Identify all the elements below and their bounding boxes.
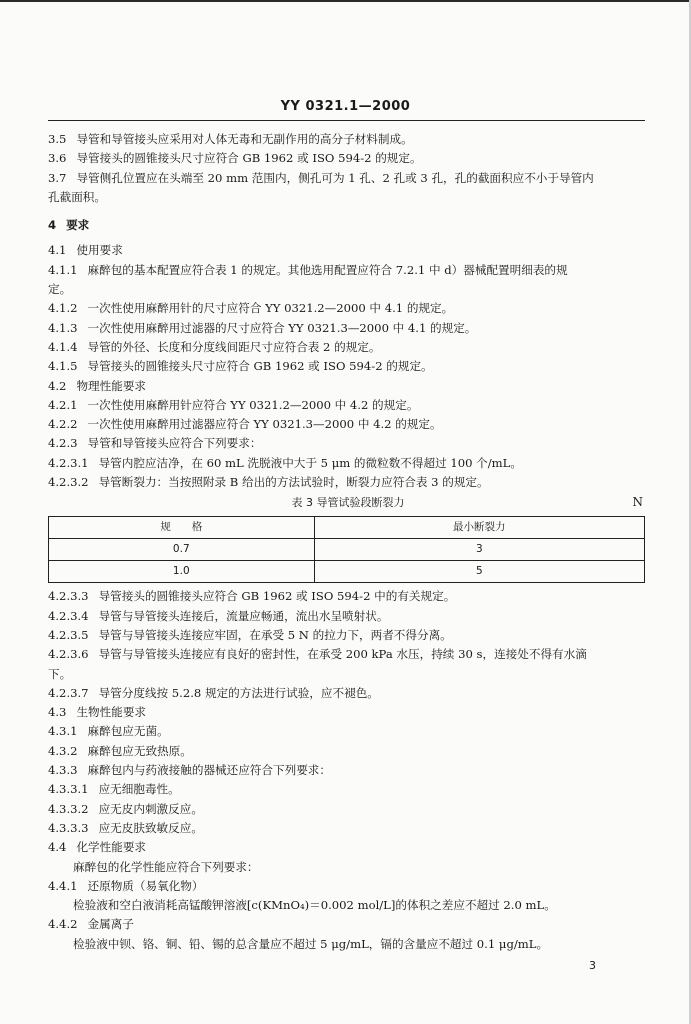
clause-4-2-3-2: [48, 473, 648, 492]
clause-text: 导管内腔应洁净，在 60 mL 洗脱液中大于 5 μm 的微粒数不得超过 100 个/mL。: [98, 455, 522, 470]
clause-text: 一次性使用麻醉用针的尺寸应符合 YY 0321.2—2000 中 4.1 的规定。: [87, 301, 454, 316]
clause-4-2-3: [48, 434, 648, 453]
clause-text: 麻醉包内与药液接触的器械还应符合下列要求：: [87, 763, 331, 778]
clause-3-7-continuation: 孔截面积。: [48, 189, 106, 204]
clause-4-4-1: [48, 877, 648, 896]
clause-4-2-3-5: [48, 626, 648, 645]
clause-text: 导管接头的圆锥接头尺寸应符合 GB 1962 或 ISO 594-2 的规定。: [76, 151, 422, 166]
clause-4-2-2: [48, 415, 648, 434]
running-header: YY 0321.1—2000: [280, 99, 411, 114]
clause-number: 4.2.3.3: [48, 589, 89, 604]
clause-number: 4.3.3.3: [48, 820, 89, 835]
clause-4-2-3-1: [48, 454, 648, 473]
table-row: [49, 561, 645, 583]
clause-number: 4.3.3: [48, 763, 78, 778]
clause-text: 导管断裂力：当按照附录 B 给出的方法试验时，断裂力应符合表 3 的规定。: [98, 475, 489, 490]
clause-4-2-3-6: [48, 645, 648, 664]
clause-number: 4.1.1: [48, 262, 78, 277]
clause-4-1-2: [48, 299, 648, 318]
clause-number: 4.4: [48, 840, 67, 855]
table-row: [49, 539, 645, 561]
table-cell-spec: 1.0: [49, 561, 315, 583]
clause-4-3-3-2: [48, 800, 648, 819]
clause-text: 应无皮内刺激反应。: [98, 801, 203, 816]
clause-number: 3.5: [48, 132, 67, 146]
header-rule: [48, 120, 645, 121]
clause-4-2-3-4: [48, 607, 648, 626]
table-3-breaking-force: [48, 516, 645, 583]
clause-text: 导管接头的圆锥接头应符合 GB 1962 或 ISO 594-2 中的有关规定。: [98, 589, 456, 604]
clause-text: 一次性使用麻醉用过滤器的尺寸应符合 YY 0321.3—2000 中 4.1 的规定。: [87, 320, 477, 335]
clause-number: 4.2.3.5: [48, 627, 89, 642]
section-title: 要求: [66, 218, 90, 233]
clause-number: 4.1.3: [48, 320, 78, 335]
clause-number: 4.1: [48, 243, 67, 258]
clause-text: 导管接头的圆锥接头尺寸应符合 GB 1962 或 ISO 594-2 的规定。: [87, 359, 433, 374]
table-cell-min-force: 5: [314, 561, 644, 583]
clause-text: 麻醉包的基本配置应符合表 1 的规定。其他选用配置应符合 7.2.1 中 d）器械配置明细表的规: [87, 262, 568, 277]
clause-4-3-3-1: [48, 780, 648, 799]
section-4-heading: [48, 216, 648, 235]
clause-number: 4.2.2: [48, 417, 78, 432]
clause-number: 4.2.3.1: [48, 455, 89, 470]
table-header-min-force: 最小断裂力: [314, 517, 644, 539]
clause-number: 4.1.5: [48, 359, 78, 374]
clause-4-2-3-7: [48, 684, 648, 703]
clause-text: 导管的外径、长度和分度线间距尺寸应符合表 2 的规定。: [87, 339, 381, 354]
clause-4-4: [48, 838, 648, 857]
section-number: 4: [48, 218, 57, 233]
clause-number: 3.7: [48, 170, 67, 185]
clause-4-3-2: [48, 742, 648, 761]
clause-4-4-2-body: 检验液中钡、铬、铜、铅、锡的总含量应不超过 5 μg/mL，镉的含量应不超过 0.1 μg/mL。: [73, 936, 549, 951]
clause-number: 4.4.2: [48, 917, 78, 932]
clause-text: 导管与导管接头连接后，流量应畅通，流出水呈喷射状。: [98, 608, 389, 623]
clause-4-1-3: [48, 319, 648, 338]
clause-number: 4.2: [48, 378, 67, 393]
table-header-spec: 规 格: [49, 517, 315, 539]
clause-text: 化学性能要求: [76, 840, 147, 855]
clause-number: 4.3.3.1: [48, 782, 89, 797]
clause-number: 4.1.4: [48, 339, 78, 354]
clause-4-2-1: [48, 396, 648, 415]
table-3-unit: N: [632, 495, 643, 510]
clause-4-1-1: [48, 261, 648, 280]
clause-number: 4.2.3.4: [48, 608, 89, 623]
clause-3-7: [48, 169, 648, 188]
clause-text: 一次性使用麻醉用过滤器应符合 YY 0321.3—2000 中 4.2 的规定。: [87, 417, 442, 432]
clause-text: 应无皮肤致敏反应。: [98, 820, 203, 835]
clause-3-6: [48, 149, 648, 168]
clause-4-1-4: [48, 338, 648, 357]
table-3-caption: 表 3 导管试验段断裂力: [291, 496, 405, 510]
clause-4-3: [48, 703, 648, 722]
scan-top-edge: [0, 0, 691, 2]
clause-number: 4.1.2: [48, 301, 78, 316]
clause-number: 4.4.1: [48, 878, 78, 893]
clause-text: 还原物质（易氧化物）: [87, 878, 204, 893]
clause-number: 4.3.3.2: [48, 801, 89, 816]
clause-3-5: [48, 130, 648, 149]
clause-text: 一次性使用麻醉用针应符合 YY 0321.2—2000 中 4.2 的规定。: [87, 397, 419, 412]
clause-4-2: [48, 377, 648, 396]
clause-number: 4.2.3.2: [48, 475, 89, 490]
clause-text: 金属离子: [87, 917, 134, 932]
table-cell-spec: 0.7: [49, 539, 315, 561]
clause-4-1: [48, 241, 648, 260]
clause-number: 4.2.1: [48, 397, 78, 412]
clause-number: 3.6: [48, 151, 67, 166]
clause-text: 麻醉包应无菌。: [87, 724, 169, 739]
clause-text: 导管与导管接头连接应牢固，在承受 5 N 的拉力下，两者不得分离。: [98, 627, 452, 642]
clause-text: 导管和导管接头应采用对人体无毒和无副作用的高分子材料制成。: [76, 132, 413, 146]
clause-text: 生物性能要求: [76, 705, 147, 720]
clause-text: 物理性能要求: [76, 378, 147, 393]
clause-number: 4.3.1: [48, 724, 78, 739]
clause-text: 导管与导管接头连接应有良好的密封性，在承受 200 kPa 水压，持续 30 s，连接处不得有水滴: [98, 647, 587, 662]
table-header-row: [49, 517, 645, 539]
clause-text: 导管和导管接头应符合下列要求：: [87, 436, 262, 451]
clause-4-1-1-continuation: 定。: [48, 282, 72, 297]
clause-4-2-3-6-continuation: 下。: [48, 666, 72, 681]
clause-4-3-1: [48, 722, 648, 741]
clause-text: 应无细胞毒性。: [98, 782, 180, 797]
table-3-caption-row: [48, 493, 648, 512]
clause-number: 4.3.2: [48, 743, 78, 758]
clause-4-3-3-3: [48, 819, 648, 838]
clause-number: 4.2.3.7: [48, 685, 89, 700]
clause-text: 导管侧孔位置应在头端至 20 mm 范围内，侧孔可为 1 孔、2 孔或 3 孔，孔的截面积应不小于导管内: [76, 170, 594, 185]
table-cell-min-force: 3: [314, 539, 644, 561]
clause-number: 4.3: [48, 705, 67, 720]
clause-4-3-3: [48, 761, 648, 780]
clause-4-2-3-3: [48, 587, 648, 606]
clause-text: 使用要求: [76, 243, 123, 258]
clause-4-4-intro: 麻醉包的化学性能应符合下列要求：: [73, 859, 259, 874]
document-body: [48, 130, 648, 954]
clause-text: 导管分度线按 5.2.8 规定的方法进行试验，应不褪色。: [98, 685, 379, 700]
clause-number: 4.2.3: [48, 436, 78, 451]
clause-number: 4.2.3.6: [48, 647, 89, 662]
clause-4-1-5: [48, 357, 648, 376]
page-number: 3: [589, 959, 596, 972]
clause-4-4-2: [48, 915, 648, 934]
clause-4-4-1-body: 检验液和空白液消耗高锰酸钾溶液[c(KMnO₄)＝0.002 mol/L]的体积之差应不超过 2.0 mL。: [73, 898, 556, 913]
clause-text: 麻醉包应无致热原。: [87, 743, 192, 758]
